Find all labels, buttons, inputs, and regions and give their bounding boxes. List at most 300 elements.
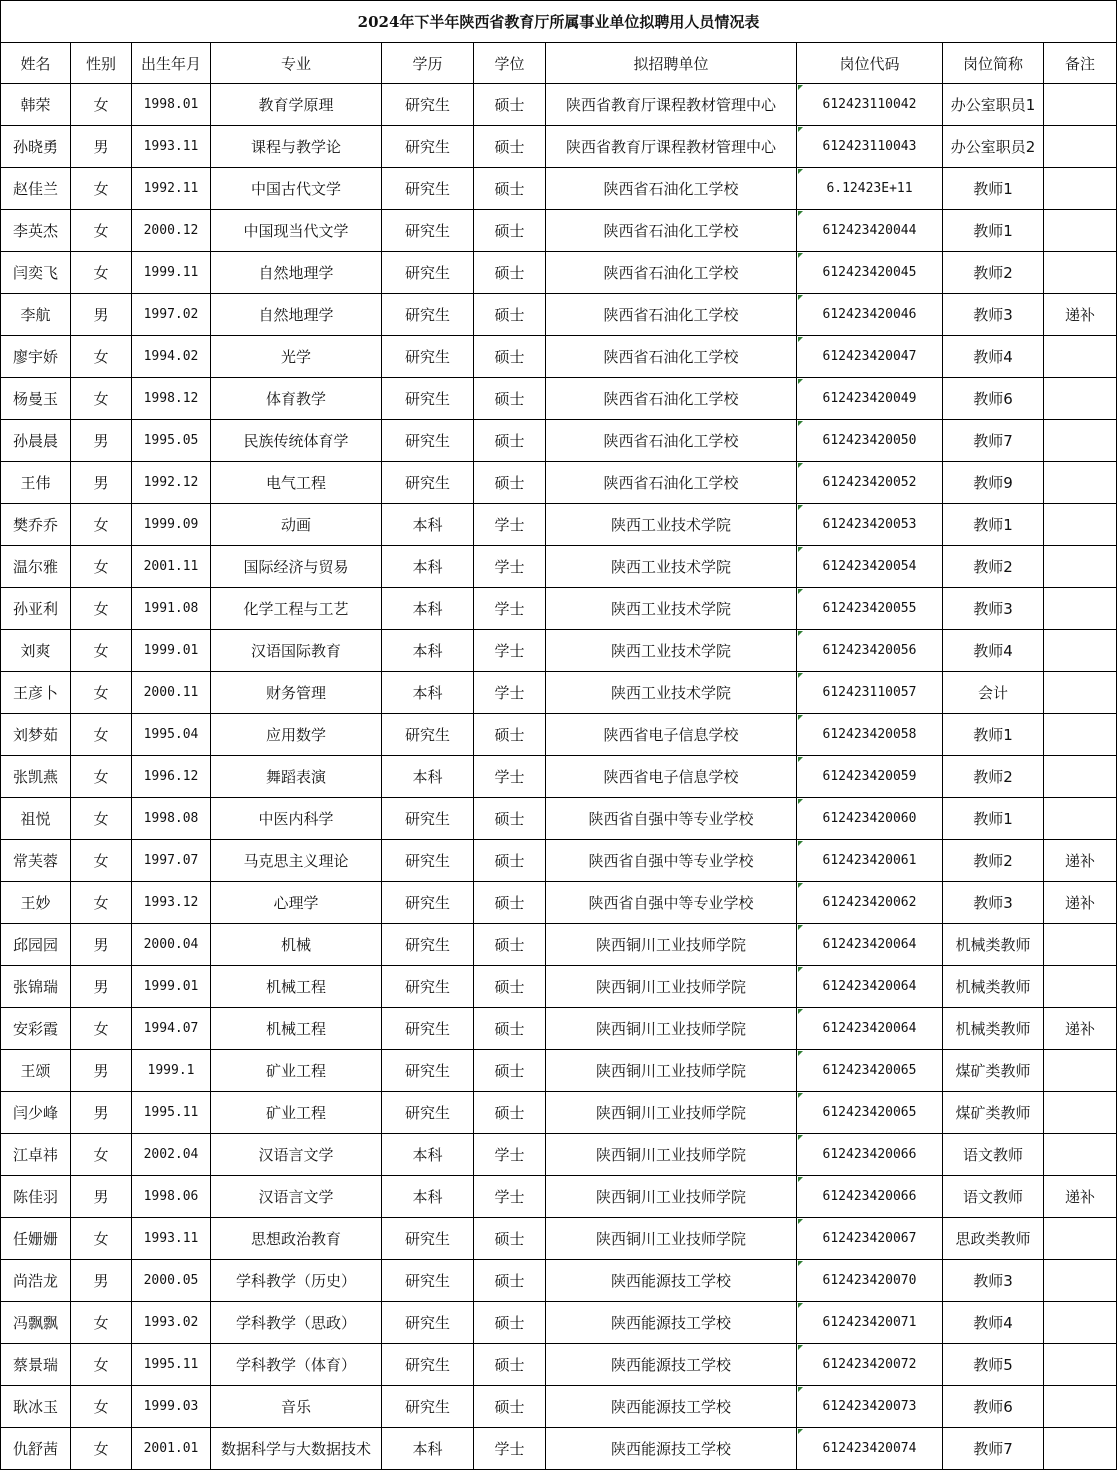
header-degree: 学位: [474, 43, 546, 84]
cell-unit: 陕西铜川工业技师学院: [546, 1008, 797, 1050]
cell-position-short: 会计: [943, 672, 1044, 714]
cell-birth: 1993.11: [132, 126, 211, 168]
cell-gender: 女: [71, 1428, 132, 1470]
cell-birth: 2002.04: [132, 1134, 211, 1176]
cell-major: 民族传统体育学: [211, 420, 382, 462]
cell-name: 闫奕飞: [1, 252, 71, 294]
cell-education: 研究生: [382, 882, 474, 924]
cell-major: 机械: [211, 924, 382, 966]
cell-remark: [1044, 504, 1117, 546]
cell-gender: 女: [71, 588, 132, 630]
cell-unit: 陕西省石油化工学校: [546, 420, 797, 462]
table-row: [1, 756, 1117, 798]
cell-gender: 女: [71, 378, 132, 420]
cell-position-code: 612423420072: [797, 1344, 943, 1386]
cell-remark: [1044, 210, 1117, 252]
cell-education: 研究生: [382, 1302, 474, 1344]
cell-gender: 男: [71, 126, 132, 168]
cell-position-short: 机械类教师: [943, 924, 1044, 966]
cell-gender: 女: [71, 168, 132, 210]
cell-unit: 陕西省自强中等专业学校: [546, 798, 797, 840]
cell-birth: 2000.04: [132, 924, 211, 966]
cell-name: 李英杰: [1, 210, 71, 252]
cell-remark: [1044, 84, 1117, 126]
cell-birth: 2001.01: [132, 1428, 211, 1470]
cell-degree: 硕士: [474, 294, 546, 336]
cell-remark: [1044, 420, 1117, 462]
cell-degree: 硕士: [474, 84, 546, 126]
cell-birth: 1994.07: [132, 1008, 211, 1050]
cell-birth: 2000.12: [132, 210, 211, 252]
cell-degree: 硕士: [474, 966, 546, 1008]
cell-degree: 硕士: [474, 1008, 546, 1050]
cell-position-short: 教师5: [943, 1344, 1044, 1386]
cell-education: 研究生: [382, 126, 474, 168]
header-major: 专业: [211, 43, 382, 84]
cell-unit: 陕西省自强中等专业学校: [546, 840, 797, 882]
cell-position-code: 612423420053: [797, 504, 943, 546]
cell-major: 汉语言文学: [211, 1176, 382, 1218]
table-row: [1, 966, 1117, 1008]
cell-degree: 学士: [474, 504, 546, 546]
cell-remark: 递补: [1044, 840, 1117, 882]
cell-position-code: 612423420064: [797, 1008, 943, 1050]
table-row: [1, 1008, 1117, 1050]
table-row: [1, 168, 1117, 210]
cell-major: 财务管理: [211, 672, 382, 714]
cell-gender: 男: [71, 420, 132, 462]
cell-birth: 2000.11: [132, 672, 211, 714]
table-row: [1, 1344, 1117, 1386]
cell-position-code: 612423420050: [797, 420, 943, 462]
cell-position-short: 教师3: [943, 294, 1044, 336]
table-row: [1, 546, 1117, 588]
cell-birth: 1995.05: [132, 420, 211, 462]
cell-unit: 陕西铜川工业技师学院: [546, 966, 797, 1008]
cell-position-short: 教师4: [943, 336, 1044, 378]
cell-name: 刘爽: [1, 630, 71, 672]
cell-gender: 女: [71, 84, 132, 126]
cell-degree: 学士: [474, 546, 546, 588]
cell-name: 韩荣: [1, 84, 71, 126]
cell-major: 矿业工程: [211, 1092, 382, 1134]
cell-remark: [1044, 1260, 1117, 1302]
cell-birth: 1991.08: [132, 588, 211, 630]
cell-name: 仇舒茜: [1, 1428, 71, 1470]
cell-major: 学科教学（体育）: [211, 1344, 382, 1386]
cell-gender: 男: [71, 966, 132, 1008]
cell-birth: 1999.01: [132, 966, 211, 1008]
cell-birth: 1999.03: [132, 1386, 211, 1428]
cell-remark: [1044, 336, 1117, 378]
cell-gender: 女: [71, 1386, 132, 1428]
cell-position-short: 教师9: [943, 462, 1044, 504]
table-row: [1, 252, 1117, 294]
cell-remark: [1044, 588, 1117, 630]
cell-position-code: 612423110057: [797, 672, 943, 714]
cell-gender: 女: [71, 1344, 132, 1386]
cell-remark: [1044, 1302, 1117, 1344]
cell-degree: 硕士: [474, 336, 546, 378]
cell-major: 中国古代文学: [211, 168, 382, 210]
table-row: [1, 1260, 1117, 1302]
cell-remark: [1044, 756, 1117, 798]
cell-remark: 递补: [1044, 882, 1117, 924]
cell-position-short: 教师1: [943, 798, 1044, 840]
cell-gender: 男: [71, 294, 132, 336]
cell-major: 机械工程: [211, 1008, 382, 1050]
cell-major: 动画: [211, 504, 382, 546]
cell-education: 研究生: [382, 966, 474, 1008]
cell-unit: 陕西能源技工学校: [546, 1260, 797, 1302]
cell-major: 自然地理学: [211, 294, 382, 336]
cell-unit: 陕西铜川工业技师学院: [546, 1092, 797, 1134]
cell-education: 研究生: [382, 420, 474, 462]
table-row: [1, 630, 1117, 672]
cell-position-code: 612423420044: [797, 210, 943, 252]
cell-position-short: 机械类教师: [943, 966, 1044, 1008]
table-row: [1, 294, 1117, 336]
cell-remark: [1044, 1050, 1117, 1092]
cell-name: 张锦瑞: [1, 966, 71, 1008]
cell-position-code: 612423420055: [797, 588, 943, 630]
cell-remark: [1044, 798, 1117, 840]
cell-gender: 男: [71, 1050, 132, 1092]
cell-name: 蔡景瑞: [1, 1344, 71, 1386]
cell-education: 本科: [382, 756, 474, 798]
cell-education: 研究生: [382, 252, 474, 294]
cell-education: 研究生: [382, 84, 474, 126]
cell-major: 学科教学（思政）: [211, 1302, 382, 1344]
cell-education: 研究生: [382, 798, 474, 840]
cell-position-code: 612423420064: [797, 924, 943, 966]
cell-education: 本科: [382, 1428, 474, 1470]
cell-degree: 硕士: [474, 840, 546, 882]
cell-name: 任姗姗: [1, 1218, 71, 1260]
cell-name: 尚浩龙: [1, 1260, 71, 1302]
cell-position-short: 教师1: [943, 168, 1044, 210]
cell-remark: [1044, 546, 1117, 588]
cell-position-code: 612423420074: [797, 1428, 943, 1470]
cell-position-short: 教师2: [943, 840, 1044, 882]
cell-name: 王伟: [1, 462, 71, 504]
cell-unit: 陕西工业技术学院: [546, 672, 797, 714]
cell-name: 祖悦: [1, 798, 71, 840]
cell-education: 研究生: [382, 462, 474, 504]
cell-position-short: 煤矿类教师: [943, 1050, 1044, 1092]
cell-gender: 男: [71, 1176, 132, 1218]
table-row: [1, 672, 1117, 714]
cell-major: 矿业工程: [211, 1050, 382, 1092]
cell-name: 孙晨晨: [1, 420, 71, 462]
cell-position-short: 教师7: [943, 420, 1044, 462]
cell-birth: 1995.11: [132, 1092, 211, 1134]
cell-education: 本科: [382, 504, 474, 546]
cell-degree: 学士: [474, 1176, 546, 1218]
cell-name: 樊乔乔: [1, 504, 71, 546]
header-gender: 性别: [71, 43, 132, 84]
cell-major: 课程与教学论: [211, 126, 382, 168]
table-row: [1, 1050, 1117, 1092]
cell-major: 数据科学与大数据技术: [211, 1428, 382, 1470]
cell-position-short: 教师1: [943, 504, 1044, 546]
cell-unit: 陕西省教育厅课程教材管理中心: [546, 126, 797, 168]
cell-position-short: 机械类教师: [943, 1008, 1044, 1050]
cell-position-code: 612423420061: [797, 840, 943, 882]
cell-name: 王颂: [1, 1050, 71, 1092]
header-birth: 出生年月: [132, 43, 211, 84]
table-row: [1, 504, 1117, 546]
cell-gender: 女: [71, 504, 132, 546]
cell-degree: 硕士: [474, 1344, 546, 1386]
cell-position-short: 教师2: [943, 756, 1044, 798]
cell-remark: [1044, 966, 1117, 1008]
cell-education: 研究生: [382, 840, 474, 882]
cell-degree: 学士: [474, 672, 546, 714]
cell-education: 研究生: [382, 1344, 474, 1386]
table-row: [1, 1218, 1117, 1260]
cell-position-short: 教师7: [943, 1428, 1044, 1470]
cell-remark: 递补: [1044, 1176, 1117, 1218]
cell-unit: 陕西省石油化工学校: [546, 462, 797, 504]
cell-major: 体育教学: [211, 378, 382, 420]
cell-gender: 女: [71, 840, 132, 882]
table-row: [1, 420, 1117, 462]
cell-position-code: 612423420047: [797, 336, 943, 378]
cell-birth: 1995.11: [132, 1344, 211, 1386]
cell-unit: 陕西工业技术学院: [546, 504, 797, 546]
cell-education: 本科: [382, 1176, 474, 1218]
cell-name: 冯飘飘: [1, 1302, 71, 1344]
cell-degree: 硕士: [474, 798, 546, 840]
table-row: [1, 924, 1117, 966]
table-row: [1, 462, 1117, 504]
cell-position-short: 办公室职员2: [943, 126, 1044, 168]
cell-unit: 陕西省石油化工学校: [546, 294, 797, 336]
cell-birth: 1998.01: [132, 84, 211, 126]
cell-unit: 陕西铜川工业技师学院: [546, 1050, 797, 1092]
cell-education: 研究生: [382, 1386, 474, 1428]
cell-birth: 1992.12: [132, 462, 211, 504]
cell-name: 张凯燕: [1, 756, 71, 798]
cell-remark: 递补: [1044, 294, 1117, 336]
cell-remark: [1044, 630, 1117, 672]
cell-major: 音乐: [211, 1386, 382, 1428]
cell-position-short: 教师1: [943, 210, 1044, 252]
cell-birth: 1993.11: [132, 1218, 211, 1260]
cell-name: 常芙蓉: [1, 840, 71, 882]
cell-position-code: 612423420059: [797, 756, 943, 798]
cell-remark: [1044, 168, 1117, 210]
cell-major: 学科教学（历史）: [211, 1260, 382, 1302]
cell-remark: [1044, 1092, 1117, 1134]
cell-remark: [1044, 462, 1117, 504]
cell-remark: [1044, 378, 1117, 420]
cell-education: 研究生: [382, 294, 474, 336]
table-row: [1, 1386, 1117, 1428]
cell-degree: 学士: [474, 1134, 546, 1176]
cell-major: 自然地理学: [211, 252, 382, 294]
cell-name: 温尔雅: [1, 546, 71, 588]
cell-degree: 学士: [474, 588, 546, 630]
cell-position-code: 612423420052: [797, 462, 943, 504]
cell-birth: 1997.07: [132, 840, 211, 882]
cell-name: 赵佳兰: [1, 168, 71, 210]
cell-position-short: 语文教师: [943, 1176, 1044, 1218]
cell-position-short: 教师1: [943, 714, 1044, 756]
cell-name: 孙晓勇: [1, 126, 71, 168]
table-row: [1, 1428, 1117, 1470]
table-body: [1, 84, 1117, 1470]
table-row: [1, 336, 1117, 378]
cell-unit: 陕西铜川工业技师学院: [546, 1134, 797, 1176]
cell-birth: 1998.12: [132, 378, 211, 420]
cell-major: 电气工程: [211, 462, 382, 504]
cell-major: 教育学原理: [211, 84, 382, 126]
cell-degree: 硕士: [474, 210, 546, 252]
cell-position-short: 教师2: [943, 546, 1044, 588]
cell-degree: 硕士: [474, 378, 546, 420]
cell-name: 耿冰玉: [1, 1386, 71, 1428]
cell-birth: 1998.06: [132, 1176, 211, 1218]
cell-position-short: 教师3: [943, 588, 1044, 630]
cell-major: 汉语国际教育: [211, 630, 382, 672]
cell-name: 安彩霞: [1, 1008, 71, 1050]
cell-major: 马克思主义理论: [211, 840, 382, 882]
cell-unit: 陕西省石油化工学校: [546, 210, 797, 252]
header-position-code: 岗位代码: [797, 43, 943, 84]
cell-remark: [1044, 1428, 1117, 1470]
cell-name: 杨曼玉: [1, 378, 71, 420]
cell-gender: 女: [71, 672, 132, 714]
cell-remark: [1044, 126, 1117, 168]
cell-degree: 硕士: [474, 1260, 546, 1302]
cell-birth: 1998.08: [132, 798, 211, 840]
cell-unit: 陕西省电子信息学校: [546, 714, 797, 756]
cell-gender: 女: [71, 1134, 132, 1176]
cell-remark: [1044, 1386, 1117, 1428]
cell-education: 研究生: [382, 168, 474, 210]
cell-remark: [1044, 924, 1117, 966]
cell-position-code: 612423420046: [797, 294, 943, 336]
cell-education: 研究生: [382, 336, 474, 378]
cell-position-code: 612423420066: [797, 1134, 943, 1176]
header-education: 学历: [382, 43, 474, 84]
cell-position-code: 612423420073: [797, 1386, 943, 1428]
cell-position-code: 612423420071: [797, 1302, 943, 1344]
table-row: [1, 882, 1117, 924]
cell-name: 闫少峰: [1, 1092, 71, 1134]
cell-major: 中国现当代文学: [211, 210, 382, 252]
cell-birth: 1994.02: [132, 336, 211, 378]
cell-gender: 女: [71, 1008, 132, 1050]
header-position-short: 岗位简称: [943, 43, 1044, 84]
cell-position-short: 语文教师: [943, 1134, 1044, 1176]
cell-position-code: 612423420056: [797, 630, 943, 672]
cell-unit: 陕西工业技术学院: [546, 630, 797, 672]
cell-position-short: 煤矿类教师: [943, 1092, 1044, 1134]
cell-education: 研究生: [382, 924, 474, 966]
cell-birth: 2001.11: [132, 546, 211, 588]
cell-unit: 陕西能源技工学校: [546, 1302, 797, 1344]
cell-position-short: 教师6: [943, 1386, 1044, 1428]
cell-position-code: 612423420060: [797, 798, 943, 840]
cell-degree: 硕士: [474, 882, 546, 924]
header-unit: 拟招聘单位: [546, 43, 797, 84]
cell-degree: 硕士: [474, 1302, 546, 1344]
cell-gender: 女: [71, 1218, 132, 1260]
cell-education: 研究生: [382, 1008, 474, 1050]
cell-remark: [1044, 672, 1117, 714]
cell-position-code: 612423420067: [797, 1218, 943, 1260]
cell-birth: 2000.05: [132, 1260, 211, 1302]
cell-degree: 硕士: [474, 168, 546, 210]
cell-birth: 1997.02: [132, 294, 211, 336]
cell-birth: 1999.1: [132, 1050, 211, 1092]
cell-education: 研究生: [382, 1050, 474, 1092]
cell-unit: 陕西铜川工业技师学院: [546, 924, 797, 966]
table-row: [1, 126, 1117, 168]
cell-name: 廖宇娇: [1, 336, 71, 378]
cell-degree: 硕士: [474, 1092, 546, 1134]
cell-position-code: 612423420045: [797, 252, 943, 294]
cell-name: 王彦卜: [1, 672, 71, 714]
cell-position-code: 612423110043: [797, 126, 943, 168]
cell-position-code: 612423420049: [797, 378, 943, 420]
cell-major: 舞蹈表演: [211, 756, 382, 798]
cell-education: 研究生: [382, 210, 474, 252]
cell-name: 邱园园: [1, 924, 71, 966]
cell-name: 江卓祎: [1, 1134, 71, 1176]
cell-remark: [1044, 1218, 1117, 1260]
cell-major: 中医内科学: [211, 798, 382, 840]
cell-degree: 硕士: [474, 1050, 546, 1092]
cell-major: 应用数学: [211, 714, 382, 756]
cell-birth: 1999.01: [132, 630, 211, 672]
cell-birth: 1995.04: [132, 714, 211, 756]
cell-major: 汉语言文学: [211, 1134, 382, 1176]
table-row: [1, 84, 1117, 126]
cell-position-short: 教师3: [943, 1260, 1044, 1302]
table-row: [1, 378, 1117, 420]
cell-education: 本科: [382, 546, 474, 588]
cell-unit: 陕西省石油化工学校: [546, 168, 797, 210]
cell-remark: [1044, 252, 1117, 294]
cell-name: 陈佳羽: [1, 1176, 71, 1218]
cell-unit: 陕西铜川工业技师学院: [546, 1176, 797, 1218]
cell-degree: 硕士: [474, 126, 546, 168]
cell-degree: 学士: [474, 630, 546, 672]
cell-education: 研究生: [382, 1092, 474, 1134]
cell-remark: 递补: [1044, 1008, 1117, 1050]
cell-name: 王妙: [1, 882, 71, 924]
cell-gender: 男: [71, 924, 132, 966]
cell-unit: 陕西工业技术学院: [546, 546, 797, 588]
cell-degree: 硕士: [474, 1386, 546, 1428]
cell-position-code: 612423420064: [797, 966, 943, 1008]
cell-degree: 学士: [474, 1428, 546, 1470]
header-remark: 备注: [1044, 43, 1117, 84]
table-row: [1, 1176, 1117, 1218]
cell-gender: 男: [71, 1260, 132, 1302]
table-row: [1, 588, 1117, 630]
cell-gender: 女: [71, 714, 132, 756]
table-row: [1, 798, 1117, 840]
cell-degree: 学士: [474, 756, 546, 798]
cell-education: 研究生: [382, 1218, 474, 1260]
page-title: 2024年下半年陕西省教育厅所属事业单位拟聘用人员情况表: [1, 1, 1117, 43]
cell-unit: 陕西工业技术学院: [546, 588, 797, 630]
